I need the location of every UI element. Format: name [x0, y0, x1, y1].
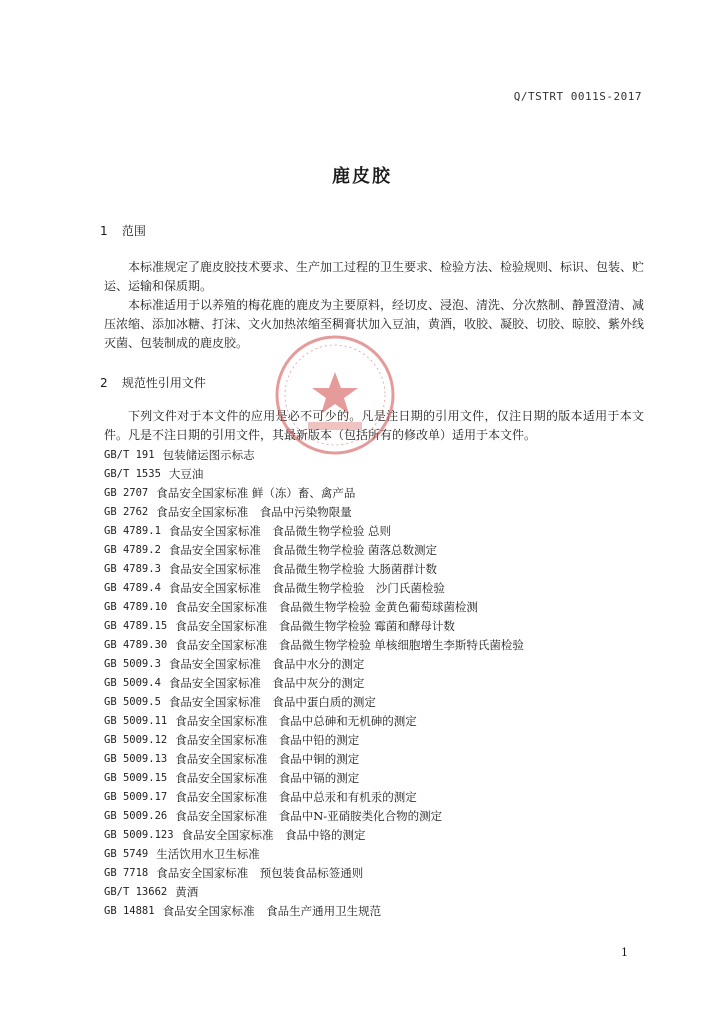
reference-code: GB 5009.3: [104, 658, 161, 670]
reference-code: GB 5009.12: [104, 734, 168, 746]
reference-title: 食品安全国家标准 食品中铬的测定: [181, 828, 366, 842]
reference-title: 食品安全国家标准 食品生产通用卫生规范: [162, 904, 382, 918]
reference-code: GB/T 191: [104, 449, 155, 461]
reference-item: [104, 883, 644, 902]
reference-item: [104, 503, 644, 522]
reference-code: GB/T 13662: [104, 886, 168, 898]
reference-title: 食品安全国家标准 食品微生物学检验 总则: [168, 524, 392, 538]
reference-code: GB 4789.15: [104, 620, 168, 632]
reference-item: [104, 788, 644, 807]
scope-paragraph-1: 本标准规定了鹿皮胶技术要求、生产加工过程的卫生要求、检验方法、检验规则、标识、包装、贮运、运输和保质期。: [104, 260, 645, 293]
reference-item: [104, 845, 644, 864]
reference-code: GB 4789.4: [104, 582, 161, 594]
reference-title: 食品安全国家标准 食品中镉的测定: [175, 771, 360, 785]
page-number: 1: [621, 946, 628, 959]
reference-code: GB 5009.26: [104, 810, 168, 822]
reference-code: GB 14881: [104, 905, 155, 917]
section-heading-scope: [100, 222, 146, 239]
reference-item: [104, 465, 644, 484]
reference-code: GB 4789.30: [104, 639, 168, 651]
section-title: 范围: [121, 224, 146, 238]
reference-title: 大豆油: [168, 467, 204, 481]
reference-item: [104, 769, 644, 788]
section-number: 1: [100, 224, 108, 238]
reference-title: 食品安全国家标准 食品中铜的测定: [175, 752, 360, 766]
reference-code: GB 4789.3: [104, 563, 161, 575]
section-number: 2: [100, 376, 108, 390]
reference-code: GB 5009.17: [104, 791, 168, 803]
reference-title: 生活饮用水卫生标准: [156, 847, 260, 861]
reference-item: [104, 864, 644, 883]
reference-title: 食品安全国家标准 食品中灰分的测定: [168, 676, 365, 690]
reference-code: GB 5009.5: [104, 696, 161, 708]
references-intro-paragraph: 下列文件对于本文件的应用是必不可少的。凡是注日期的引用文件，仅注日期的版本适用于本文件。凡是不注日期的引用文件，其最新版本（包括所有的修改单）适用于本文件。: [104, 409, 644, 442]
reference-title: 食品安全国家标准 食品中总汞和有机汞的测定: [175, 790, 417, 804]
reference-item: [104, 636, 644, 655]
reference-item: [104, 617, 644, 636]
reference-item: [104, 712, 644, 731]
normative-references-list: [104, 446, 644, 921]
reference-title: 食品安全国家标准 食品微生物学检验 单核细胞增生李斯特氏菌检验: [175, 638, 524, 652]
document-code: Q/TSTRT 0011S-2017: [513, 90, 642, 103]
reference-item: [104, 674, 644, 693]
reference-title: 食品安全国家标准 食品中N-亚硝胺类化合物的测定: [175, 809, 443, 823]
reference-item: [104, 731, 644, 750]
reference-title: 食品安全国家标准 食品中铅的测定: [175, 733, 360, 747]
section-title: 规范性引用文件: [121, 376, 206, 390]
reference-item: [104, 522, 644, 541]
reference-item: [104, 807, 644, 826]
section-heading-normative-references: [100, 374, 206, 391]
reference-code: GB/T 1535: [104, 468, 161, 480]
reference-title: 食品安全国家标准 食品微生物学检验 大肠菌群计数: [168, 562, 438, 576]
reference-code: GB 4789.2: [104, 544, 161, 556]
reference-item: [104, 750, 644, 769]
reference-title: 食品安全国家标准 食品微生物学检验 金黄色葡萄球菌检测: [175, 600, 478, 614]
reference-code: GB 5009.4: [104, 677, 161, 689]
reference-item: [104, 598, 644, 617]
reference-title: 食品安全国家标准 食品中污染物限量: [156, 505, 352, 519]
reference-code: GB 5749: [104, 848, 149, 860]
reference-title: 食品安全国家标准 食品微生物学检验 霉菌和酵母计数: [175, 619, 455, 633]
reference-item: [104, 560, 644, 579]
reference-title: 黄酒: [175, 885, 199, 899]
company-seal-stamp: [270, 330, 400, 460]
document-title: 鹿皮胶: [332, 166, 392, 187]
reference-title: 食品安全国家标准 食品中总砷和无机砷的测定: [175, 714, 417, 728]
reference-item: [104, 484, 644, 503]
reference-title: 食品安全国家标准 食品微生物学检验 菌落总数测定: [168, 543, 438, 557]
reference-code: GB 4789.10: [104, 601, 168, 613]
reference-title: 包装储运图示标志: [162, 448, 255, 462]
reference-item: [104, 902, 644, 921]
reference-title: 食品安全国家标准 鲜（冻）畜、禽产品: [156, 486, 356, 500]
reference-item: [104, 826, 644, 845]
reference-code: GB 7718: [104, 867, 149, 879]
reference-item: [104, 693, 644, 712]
reference-code: GB 4789.1: [104, 525, 161, 537]
reference-item: [104, 541, 644, 560]
reference-code: GB 2762: [104, 506, 149, 518]
scope-paragraph-2: 本标准适用于以养殖的梅花鹿的鹿皮为主要原料，经切皮、浸泡、清洗、分次熬制、静置澄清、减压浓缩、添加冰糖、打沫、文火加热浓缩至稠膏状加入豆油，黄酒，收胶、凝胶、切胶、晾胶、紫外线灭菌、包装制成的鹿皮胶。: [104, 298, 645, 350]
reference-title: 食品安全国家标准 预包装食品标签通则: [156, 866, 364, 880]
reference-code: GB 5009.11: [104, 715, 168, 727]
reference-title: 食品安全国家标准 食品微生物学检验 沙门氏菌检验: [168, 581, 445, 595]
reference-item: [104, 579, 644, 598]
reference-item: [104, 655, 644, 674]
reference-code: GB 2707: [104, 487, 149, 499]
reference-title: 食品安全国家标准 食品中水分的测定: [168, 657, 365, 671]
reference-title: 食品安全国家标准 食品中蛋白质的测定: [168, 695, 376, 709]
reference-code: GB 5009.15: [104, 772, 168, 784]
reference-item: [104, 446, 644, 465]
reference-code: GB 5009.123: [104, 829, 174, 841]
reference-code: GB 5009.13: [104, 753, 168, 765]
